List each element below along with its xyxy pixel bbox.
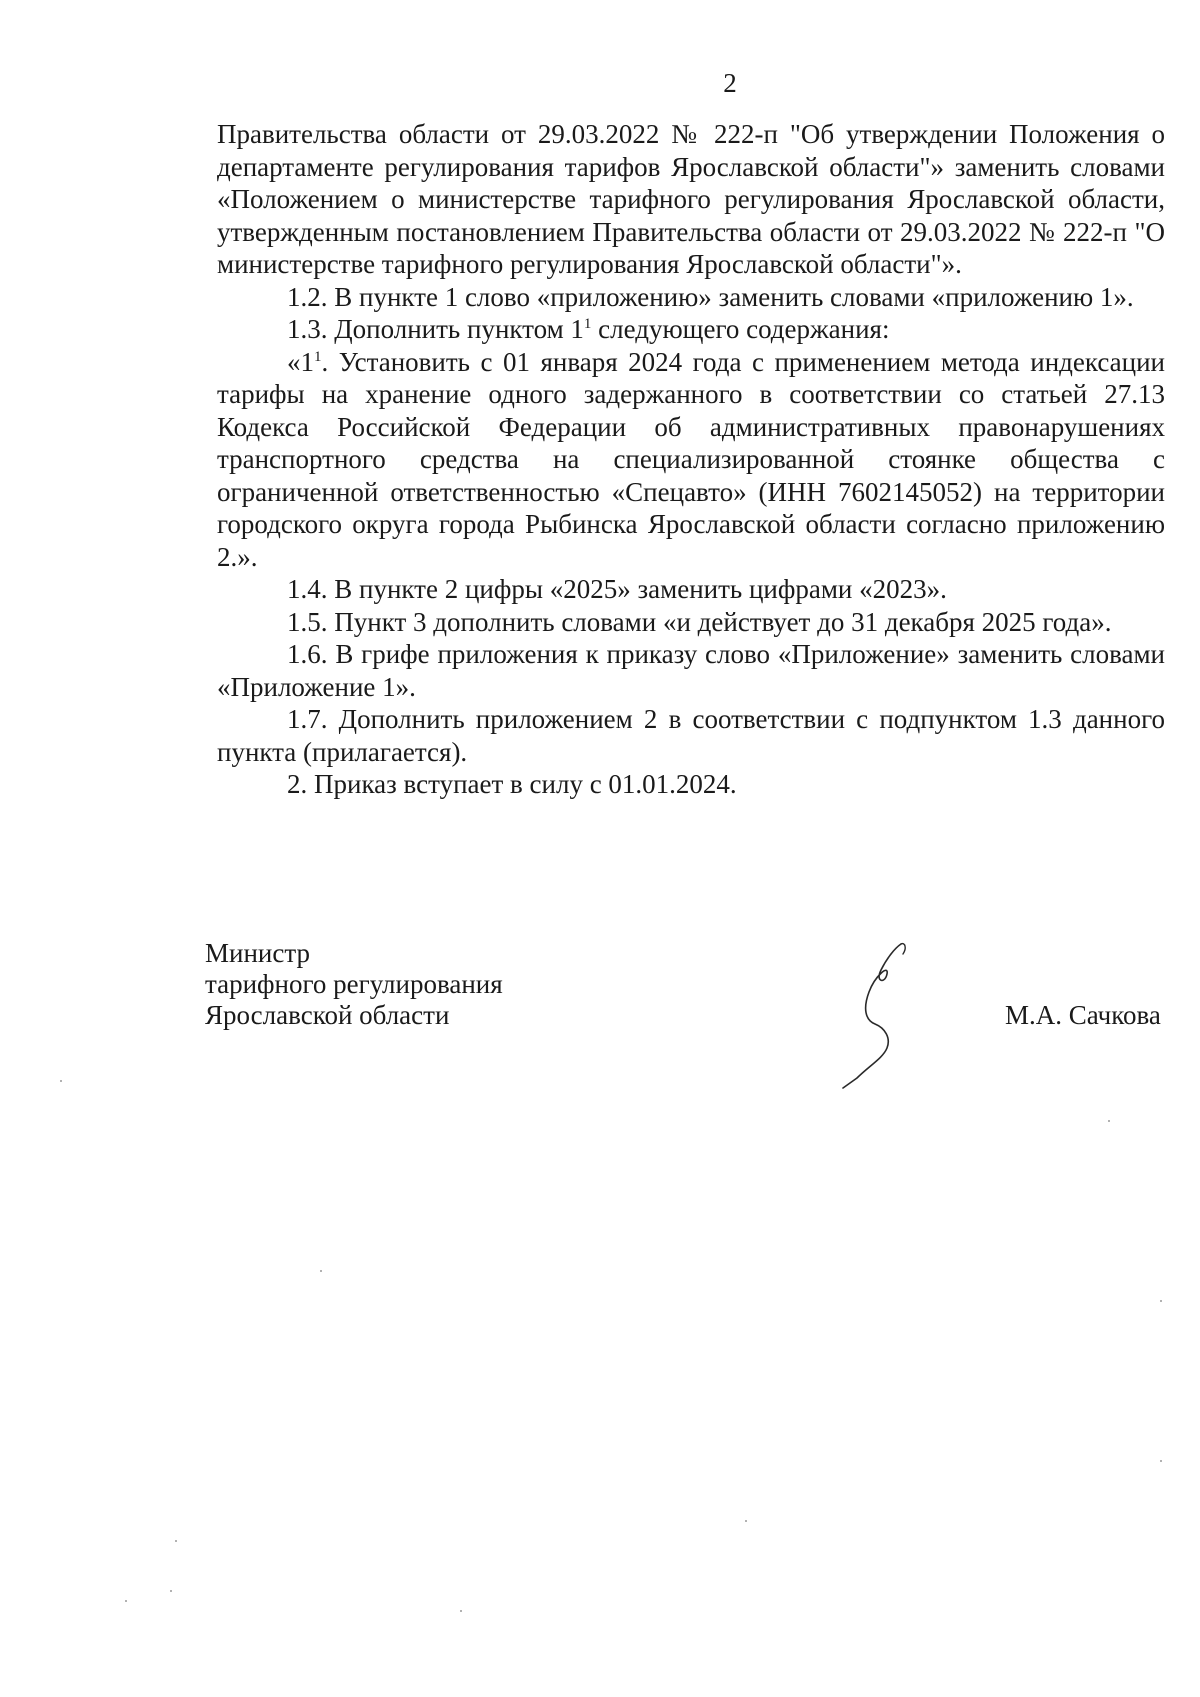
signatory-title-line: Ярославской области	[205, 1000, 450, 1030]
quote-start: «1	[287, 346, 314, 377]
document-body	[217, 118, 1165, 801]
handwritten-signature	[835, 940, 915, 1090]
paragraph-continuation: Правительства области от 29.03.2022 № 222-п "Об утверждении Положения о департаменте регулирования тарифов Ярославской области"» заменить словами «Положением о министерстве тарифного регулирования Ярославской области, утвержденным постановлением Правительства области от 29.03.2022 № 222-п "О министерстве тарифного регулирования Ярославской области"».	[217, 119, 1165, 279]
scan-speck	[125, 1600, 127, 1602]
paragraph-1-5: 1.5. Пункт 3 дополнить словами «и действует до 31 декабря 2025 года».	[287, 606, 1112, 637]
signatory-title	[205, 938, 503, 1031]
page-number: 2	[723, 68, 737, 98]
signer-name: М.А. Сачкова	[1005, 1000, 1161, 1030]
scan-speck	[170, 1590, 172, 1592]
paragraph-1-4: 1.4. В пункте 2 цифры «2025» заменить цифрами «2023».	[287, 574, 947, 604]
paragraph-1-2: 1.2. В пункте 1 слово «приложению» заменить словами «приложению 1».	[287, 281, 1134, 312]
superscript: 1	[583, 316, 592, 332]
paragraph-1-3	[217, 313, 1165, 346]
signatory-title-line: тарифного регулирования	[205, 969, 503, 999]
signatory-title-line: Министр	[205, 938, 310, 968]
scan-speck	[1160, 1460, 1162, 1462]
superscript: 1	[314, 348, 322, 365]
scan-speck	[1160, 1300, 1162, 1302]
scan-speck	[60, 1080, 62, 1082]
paragraph-2: 2. Приказ вступает в силу с 01.01.2024.	[287, 769, 737, 799]
paragraph-1-7: 1.7. Дополнить приложением 2 в соответствии с подпунктом 1.3 данного пункта (прилагается).	[217, 704, 1165, 767]
scan-speck	[745, 1520, 747, 1522]
paragraph-1-1-quote	[217, 346, 1165, 574]
paragraph-1-6: 1.6. В грифе приложения к приказу слово «Приложение» заменить словами «Приложение 1».	[217, 639, 1165, 702]
scan-speck	[460, 1610, 462, 1612]
paragraph-1-3-text: 1.3. Дополнить пунктом 1	[287, 314, 584, 344]
quote-text: . Установить с 01 января 2024 года с применением метода индексации тарифы на хранение одного задержанного в соответствии со статьей 27.13 Кодекса Российской Федерации об административных правонарушениях транспортного средства на специализированной стоянке общества с ограниченной ответственностью «Спецавто» (ИНН 7602145052) на территории городского округа города Рыбинска Ярославской области согласно приложению 2.».	[217, 346, 1165, 572]
scan-speck	[1108, 1120, 1110, 1122]
scan-speck	[320, 1270, 322, 1272]
scan-speck	[175, 1540, 177, 1542]
paragraph-1-3-text-end: следующего содержания:	[591, 314, 890, 344]
